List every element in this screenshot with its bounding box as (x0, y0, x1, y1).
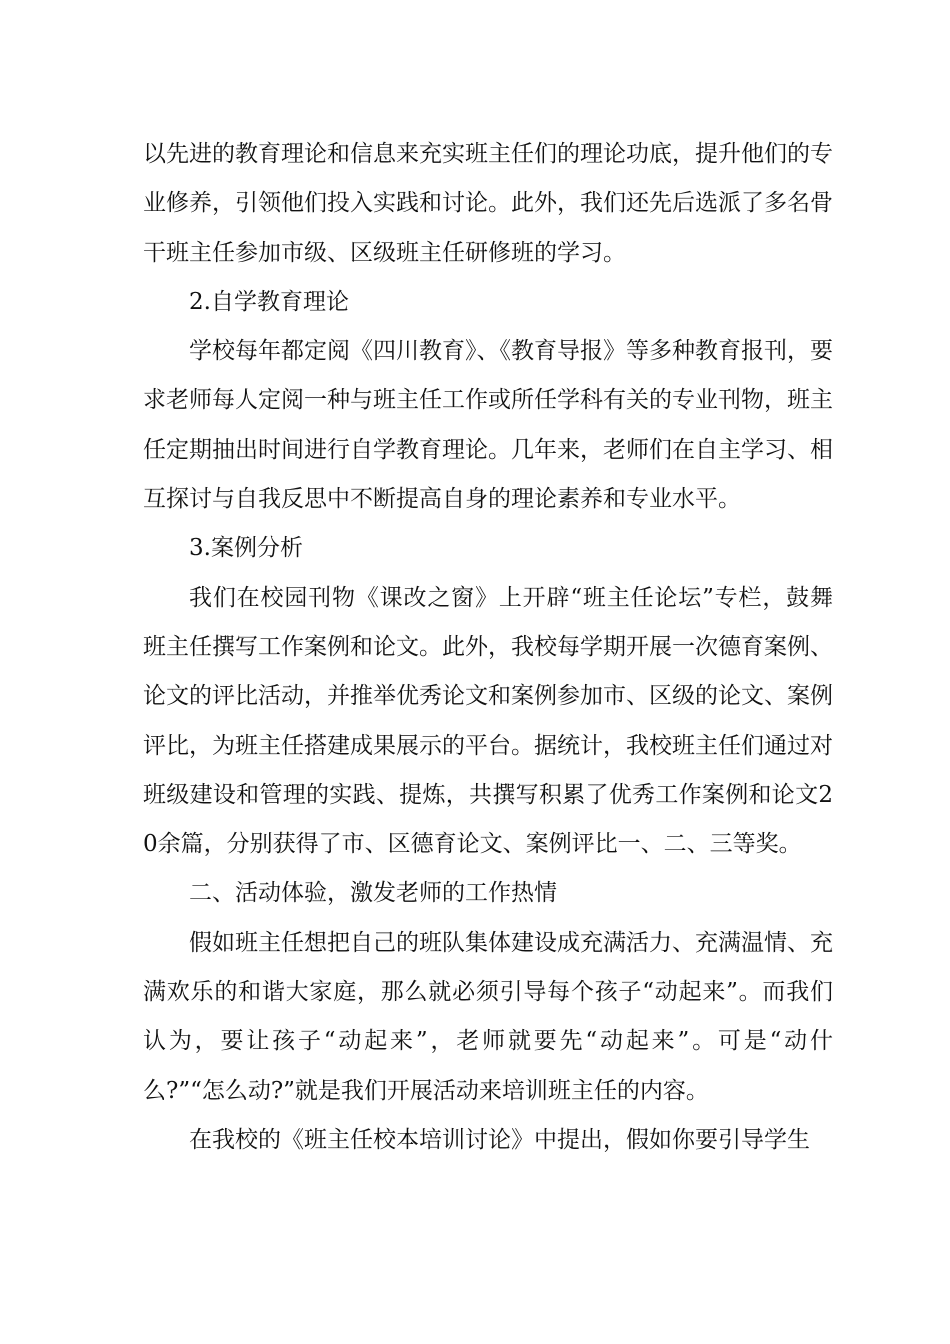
document-body (143, 130, 833, 1165)
heading-activity-experience: 二、活动体验，激发老师的工作热情 (189, 880, 557, 907)
paragraph-teacher-training: 以先进的教育理论和信息来充实班主任们的理论功底，提升他们的专业修养，引领他们投入实践和讨论。此外，我们还先后选派了多名骨干班主任参加市级、区级班主任研修班的学习。 (143, 141, 833, 266)
paragraph-activity-experience: 假如班主任想把自己的班队集体建设成充满活力、充满温情、充满欢乐的和谐大家庭，那么就必须引导每个孩子“动起来”。而我们认为，要让孩子“动起来”，老师就要先“动起来”。可是“动什么?”“怎么动?”就是我们开展活动来培训班主任的内容。 (143, 929, 833, 1104)
paragraph-school-training: 在我校的《班主任校本培训讨论》中提出，假如你要引导学生 (189, 1126, 810, 1153)
heading-self-study: 2.自学教育理论 (189, 288, 349, 315)
paragraph-self-study: 学校每年都定阅《四川教育》、《教育导报》等多种教育报刊，要求老师每人定阅一种与班主任工作或所任学科有关的专业刊物，班主任定期抽出时间进行自学教育理论。几年来，老师们在自主学习、相互探讨与自我反思中不断提高自身的理论素养和专业水平。 (143, 338, 833, 513)
heading-case-analysis: 3.案例分析 (189, 535, 303, 562)
paragraph-case-analysis: 我们在校园刊物《课改之窗》上开辟“班主任论坛”专栏，鼓舞班主任撰写工作案例和论文。此外，我校每学期开展一次德育案例、论文的评比活动，并推举优秀论文和案例参加市、区级的论文、案例评比，为班主任搭建成果展示的平台。据统计，我校班主任们通过对班级建设和管理的实践、提炼，共撰写积累了优秀工作案例和论文20余篇，分别获得了市、区德育论文、案例评比一、二、三等奖。 (143, 584, 833, 858)
